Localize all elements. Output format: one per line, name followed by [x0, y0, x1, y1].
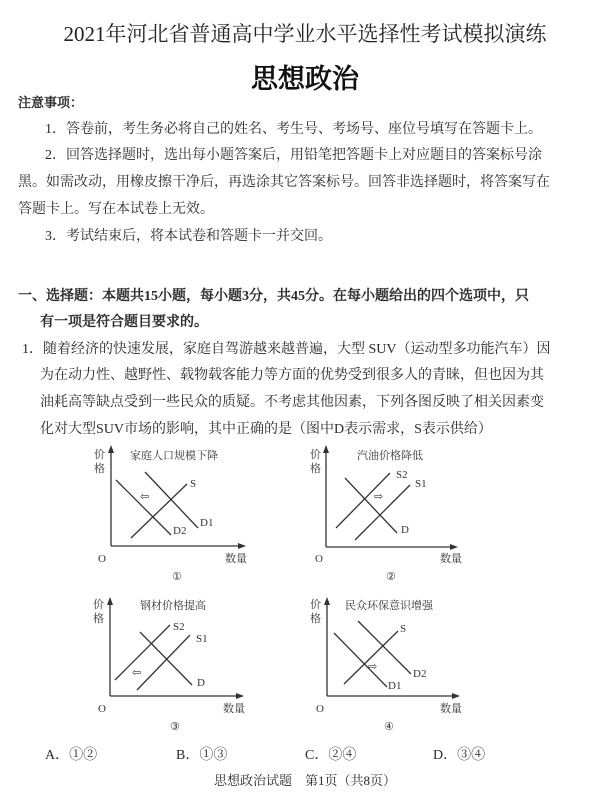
question-text: 化对大型SUV市场的影响，其中正确的是（图中D表示需求，S表示供给） [40, 422, 492, 437]
y-axis-label: 格 [93, 613, 104, 625]
option-b: B．①③ [176, 748, 228, 763]
curve-label: D2 [413, 668, 427, 680]
curve-label: S [400, 623, 407, 635]
y-axis-arrow-icon [323, 445, 329, 453]
x-axis-arrow-icon [450, 544, 458, 550]
curve-label: D2 [173, 525, 187, 537]
supply-curve-s [344, 631, 398, 684]
exam-title: 2021年河北省普通高中学业水平选择性考试模拟演练 [63, 22, 547, 46]
y-axis-label: 价 [310, 599, 321, 611]
origin-label: O [98, 703, 106, 715]
demand-curve-d1 [334, 633, 387, 687]
y-axis-arrow-icon [108, 445, 114, 453]
x-axis-label: 数量 [223, 703, 245, 715]
y-axis-label: 格 [94, 463, 105, 475]
graph-1 [80, 440, 280, 590]
notice-line: 2．回答选择题时，选出每小题答案后，用铅笔把答题卡上对应题目的答案标号涂 [45, 148, 542, 163]
x-axis-label: 数量 [440, 553, 462, 565]
graph-title: 家庭人口规模下降 [130, 450, 218, 462]
y-axis-arrow-icon [107, 597, 113, 605]
question-text: 1．随着经济的快速发展，家庭自驾游越来越普遍，大型 SUV（运动型多功能汽车）因 [22, 342, 551, 357]
curve-label: D [401, 524, 409, 536]
x-axis-arrow-icon [452, 693, 460, 699]
origin-label: O [98, 553, 106, 565]
shift-left-arrow-icon: ⇦ [140, 491, 150, 503]
notice-line: 黑。如需改动，用橡皮擦干净后，再选涂其它答案标号。回答非选择题时，将答案写在 [18, 175, 550, 190]
option-d: D．③④ [433, 748, 486, 763]
graph-title: 钢材价格提高 [140, 600, 206, 612]
subject-title: 思想政治 [251, 64, 359, 94]
graph-4 [300, 590, 500, 740]
graph-title: 民众环保意识增强 [345, 600, 433, 612]
x-axis-arrow-icon [238, 543, 246, 549]
graph-3 [80, 590, 280, 740]
option-c: C．②④ [305, 748, 357, 763]
notice-line: 答题卡上。写在本试卷上无效。 [18, 202, 214, 217]
question-text: 为在动力性、越野性、载物载客能力等方面的优势受到很多人的青睐，但也因为其 [40, 368, 544, 383]
graph-number: ① [172, 571, 182, 583]
supply-curve-s2 [115, 625, 170, 680]
curve-label: S [190, 478, 197, 490]
y-axis-label: 价 [94, 449, 105, 461]
curve-label: S2 [396, 469, 408, 481]
curve-label: D1 [200, 517, 214, 529]
shift-arrow-icon: ⇨ [368, 661, 378, 673]
curve-label: S1 [415, 478, 427, 490]
y-axis-arrow-icon [324, 597, 330, 605]
graph-number: ③ [170, 721, 180, 733]
shift-arrow-icon: ⇦ [132, 667, 142, 679]
graph-title: 汽油价格降低 [357, 450, 423, 462]
notice-heading: 注意事项： [18, 95, 84, 110]
supply-curve-s1 [137, 635, 190, 690]
section-heading: 一、选择题：本题共15小题，每小题3分，共45分。在每小题给出的四个选项中，只 [18, 289, 529, 304]
y-axis-label: 格 [310, 613, 321, 625]
section-heading: 有一项是符合题目要求的。 [40, 315, 208, 330]
x-axis-arrow-icon [236, 693, 244, 699]
notice-line: 3．考试结束后，将本试卷和答题卡一并交回。 [45, 229, 332, 244]
option-a: A．①② [45, 748, 98, 763]
demand-curve-d [140, 632, 192, 685]
curve-label: D [197, 677, 205, 689]
y-axis-label: 价 [310, 449, 321, 461]
graph-2 [300, 440, 500, 590]
graph-number: ② [386, 571, 396, 583]
graph-number: ④ [384, 721, 394, 733]
x-axis-label: 数量 [440, 703, 462, 715]
x-axis-label: 数量 [225, 553, 247, 565]
origin-label: O [315, 553, 323, 565]
curve-label: S2 [173, 621, 185, 633]
curve-label: D1 [388, 680, 402, 692]
y-axis-label: 格 [310, 463, 321, 475]
y-axis-label: 价 [93, 599, 104, 611]
shift-arrow-icon: ⇨ [374, 491, 384, 503]
page-footer: 思想政治试题 第1页（共8页） [213, 773, 396, 788]
origin-label: O [316, 703, 324, 715]
notice-line: 1．答卷前，考生务必将自己的姓名、考生号、考场号、座位号填写在答题卡上。 [45, 122, 542, 137]
question-text: 油耗高等缺点受到一些民众的质疑。不考虑其他因素，下列各图反映了相关因素变 [40, 395, 544, 410]
curve-label: S1 [196, 633, 208, 645]
